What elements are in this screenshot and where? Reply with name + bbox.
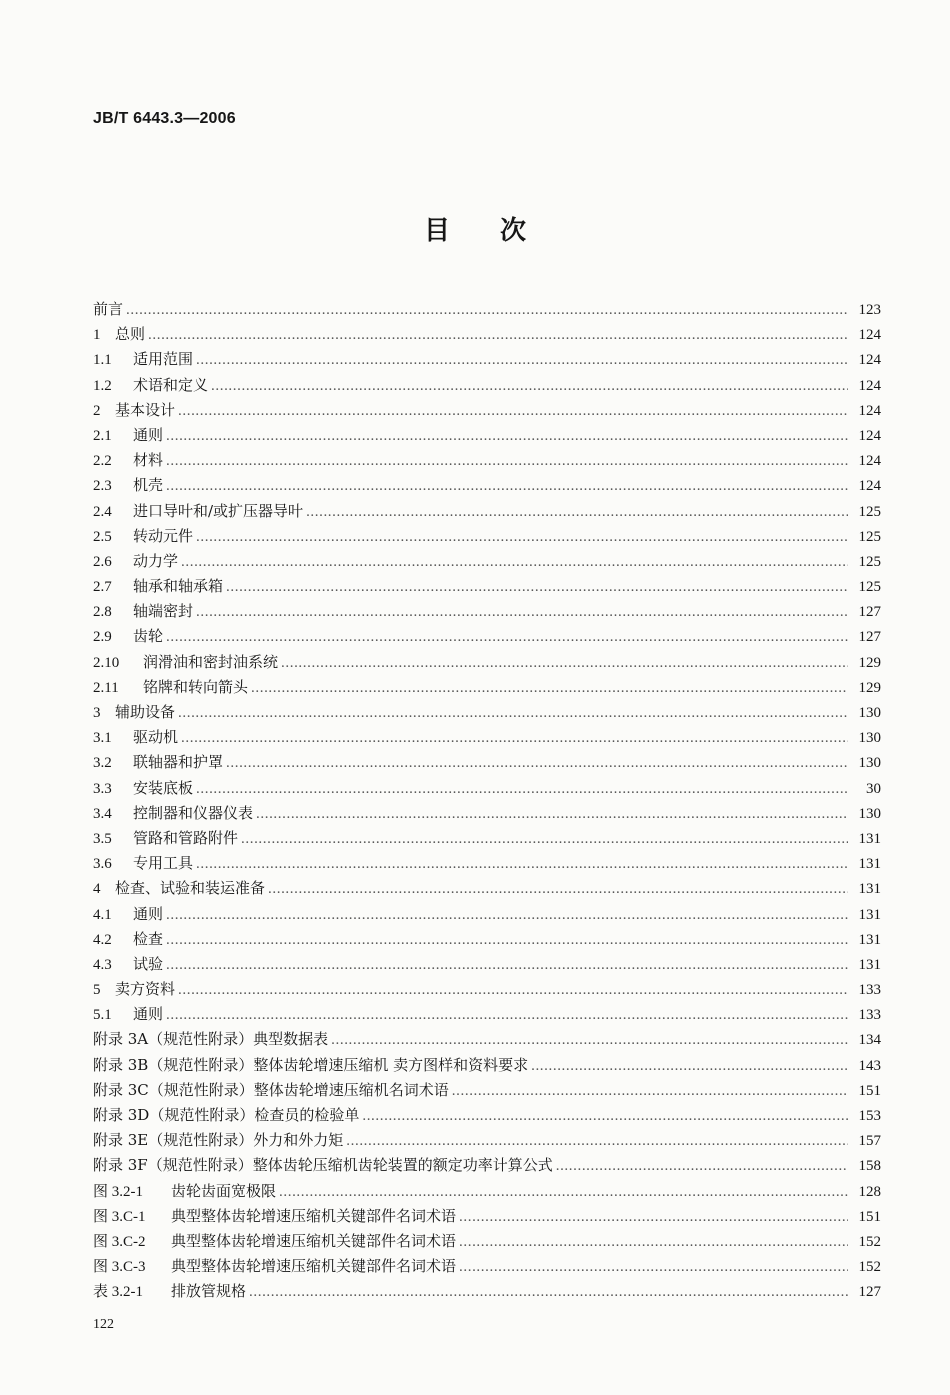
toc-entry-label: 附录 3F（规范性附录）整体齿轮压缩机齿轮装置的额定功率计算公式	[93, 1156, 553, 1175]
toc-entry-page: 152	[858, 1233, 881, 1250]
toc-entry	[93, 323, 881, 348]
toc-entry-label: 卖方资料	[115, 980, 176, 999]
toc-entry-number: 2.10	[93, 654, 120, 671]
toc-entry-page: 131	[858, 956, 881, 973]
toc-entry-number: 5	[93, 982, 101, 999]
toc-entry-label: 润滑油和密封油系统	[143, 652, 279, 671]
toc-entry-number: 2.11	[93, 679, 119, 696]
toc-entry	[93, 852, 881, 877]
toc-entry	[93, 399, 881, 424]
toc-entry-page: 125	[858, 553, 881, 570]
dot-leader	[196, 781, 848, 798]
toc-entry-page: 130	[858, 705, 881, 721]
toc-entry-page: 124	[858, 327, 881, 344]
toc-entry	[93, 550, 881, 575]
dot-leader	[166, 428, 848, 445]
toc-entry-page: 124	[858, 453, 881, 470]
toc-entry	[93, 500, 881, 525]
toc-entry-label: 材料	[133, 451, 164, 470]
toc-entry-page: 133	[858, 1007, 881, 1024]
toc-entry	[93, 1154, 881, 1179]
toc-entry-number: 2.3	[93, 478, 112, 495]
toc-entry	[93, 726, 881, 751]
toc-entry-label: 基本设计	[115, 400, 176, 419]
toc-entry	[93, 676, 881, 701]
toc-entry-number: 3.4	[93, 805, 112, 822]
toc-entry-label: 前言	[93, 300, 124, 318]
toc-entry-page: 130	[858, 805, 881, 822]
toc-entry-number: 3	[93, 705, 101, 721]
toc-entry-label: 术语和定义	[133, 375, 209, 394]
toc-entry-number: 图 3.C-2	[93, 1233, 146, 1250]
toc-entry-label: 典型整体齿轮增速压缩机关键部件名词术语	[171, 1257, 457, 1276]
toc-entry	[93, 777, 881, 802]
dot-leader	[181, 554, 848, 571]
toc-entry-number: 4.3	[93, 956, 112, 973]
dot-leader	[196, 856, 848, 873]
toc-entry-label: 齿轮	[133, 627, 164, 646]
toc-entry-label: 附录 3A（规范性附录）典型数据表	[93, 1030, 329, 1049]
dot-leader	[452, 1083, 848, 1100]
toc-entry	[93, 424, 881, 449]
toc-entry-page: 143	[858, 1057, 881, 1074]
toc-entry-label: 联轴器和护罩	[133, 753, 224, 772]
toc-entry-label: 通则	[133, 904, 164, 923]
toc-entry-number: 2.5	[93, 528, 112, 545]
toc-entry-number: 3.5	[93, 830, 112, 847]
toc-entry-number: 2.7	[93, 579, 112, 596]
dot-leader	[178, 982, 848, 999]
dot-leader	[241, 831, 848, 848]
toc-entry	[93, 1205, 881, 1230]
dot-leader	[281, 655, 848, 672]
toc-entry-page: 127	[858, 1284, 881, 1301]
toc-entry-page: 152	[858, 1259, 881, 1276]
dot-leader	[459, 1259, 848, 1276]
toc-entry-label: 驱动机	[133, 728, 179, 747]
toc-entry-page: 124	[858, 352, 881, 369]
toc-entry-number: 4.1	[93, 906, 112, 923]
dot-leader	[148, 327, 848, 344]
toc-entry-page: 125	[858, 579, 881, 596]
toc-entry-number: 3.6	[93, 856, 112, 873]
dot-leader	[166, 453, 848, 470]
dot-leader	[279, 1184, 848, 1201]
toc-entry	[93, 348, 881, 373]
toc-entry	[93, 1280, 881, 1305]
toc-entry	[93, 374, 881, 399]
toc-entry	[93, 802, 881, 827]
toc-entry-number: 3.1	[93, 730, 112, 747]
toc-entry-label: 进口导叶和/或扩压器导叶	[133, 501, 304, 520]
toc-entry	[93, 1180, 881, 1205]
toc-entry	[93, 474, 881, 499]
dot-leader	[226, 755, 848, 772]
toc-entry-page: 131	[858, 931, 881, 948]
toc-entry-number: 表 3.2-1	[93, 1284, 143, 1301]
toc-entry-page: 131	[858, 906, 881, 923]
toc-entry-label: 通则	[133, 425, 164, 444]
toc-entry-label: 附录 3C（规范性附录）整体齿轮增速压缩机名词术语	[93, 1080, 449, 1099]
toc-entry-page: 123	[858, 302, 881, 318]
toc-entry	[93, 877, 881, 902]
toc-entry-page: 124	[858, 377, 881, 394]
dot-leader	[331, 1032, 848, 1049]
toc-entry-number: 4	[93, 881, 101, 898]
toc-entry-page: 129	[858, 654, 881, 671]
dot-leader	[249, 1284, 848, 1301]
toc-entry-label: 转动元件	[133, 526, 194, 545]
dot-leader	[226, 579, 848, 596]
toc-entry-page: 131	[858, 830, 881, 847]
dot-leader	[256, 806, 848, 823]
dot-leader	[178, 403, 848, 420]
dot-leader	[166, 1007, 848, 1024]
dot-leader	[211, 378, 848, 395]
toc-entry	[93, 449, 881, 474]
toc-entry-page: 131	[858, 856, 881, 873]
toc-entry-page: 124	[858, 427, 881, 444]
toc-entry-page: 130	[858, 730, 881, 747]
toc-entry-label: 总则	[115, 325, 146, 344]
toc-entry-label: 轴承和轴承箱	[133, 577, 224, 596]
dot-leader	[196, 529, 848, 546]
toc-entry-page: 128	[858, 1183, 881, 1200]
toc-entry-label: 铭牌和转向箭头	[143, 677, 249, 696]
dot-leader	[556, 1158, 848, 1175]
toc-entry-number: 图 3.C-1	[93, 1208, 146, 1225]
toc-entry-label: 专用工具	[133, 854, 194, 873]
toc-entry-page: 124	[858, 402, 881, 419]
toc-entry-number: 图 3.C-3	[93, 1259, 146, 1276]
toc-entry-label: 附录 3D（规范性附录）检查员的检验单	[93, 1106, 360, 1124]
toc-entry	[93, 903, 881, 928]
toc-entry	[93, 1104, 881, 1129]
dot-leader	[306, 504, 848, 521]
toc-entry-page: 158	[858, 1158, 881, 1175]
toc-entry-page: 134	[858, 1032, 881, 1049]
toc-entry	[93, 1255, 881, 1280]
dot-leader	[181, 730, 848, 747]
dot-leader	[166, 478, 848, 495]
toc-entry	[93, 625, 881, 650]
toc-entry-number: 2.6	[93, 553, 112, 570]
toc-entry-label: 安装底板	[133, 778, 194, 797]
toc-entry-page: 151	[858, 1208, 881, 1225]
toc-entry	[93, 827, 881, 852]
toc-entry	[93, 953, 881, 978]
toc-entry	[93, 1129, 881, 1154]
dot-leader	[126, 302, 848, 319]
toc-entry-label: 检查、试验和装运准备	[115, 879, 266, 898]
toc-entry-number: 2.9	[93, 629, 112, 646]
toc-entry-number: 3.3	[93, 780, 112, 797]
toc-entry-label: 排放管规格	[171, 1282, 247, 1301]
dot-leader	[196, 604, 848, 621]
dot-leader	[166, 957, 848, 974]
toc-entry-page: 124	[858, 478, 881, 495]
toc-entry-page: 127	[858, 604, 881, 621]
toc-entry-page: 127	[858, 629, 881, 646]
dot-leader	[196, 352, 848, 369]
toc-entry-page: 133	[858, 982, 881, 999]
standard-code: JB/T 6443.3—2006	[93, 110, 236, 127]
toc-entry-label: 辅助设备	[115, 703, 176, 721]
toc-entry	[93, 651, 881, 676]
toc-entry	[93, 978, 881, 1003]
toc-entry-label: 齿轮齿面宽极限	[171, 1181, 277, 1200]
toc-entry-label: 试验	[133, 954, 164, 973]
toc-entry-number: 图 3.2-1	[93, 1183, 143, 1200]
toc-entry-label: 动力学	[133, 551, 179, 570]
toc-entry	[93, 575, 881, 600]
toc-entry	[93, 1028, 881, 1053]
toc-entry-label: 典型整体齿轮增速压缩机关键部件名词术语	[171, 1206, 457, 1225]
dot-leader	[346, 1133, 848, 1150]
toc-entry-number: 4.2	[93, 931, 112, 948]
toc-entry-label: 机壳	[133, 476, 164, 495]
toc-entry	[93, 525, 881, 550]
toc-entry-number: 1	[93, 327, 101, 344]
toc-entry-page: 131	[858, 881, 881, 898]
dot-leader	[268, 881, 848, 898]
toc-entry-number: 3.2	[93, 755, 112, 772]
toc-entry-number: 2	[93, 402, 101, 419]
toc-entry-label: 适用范围	[133, 350, 194, 369]
toc-entry-label: 检查	[133, 929, 164, 948]
dot-leader	[531, 1058, 848, 1075]
toc-entry-page: 125	[858, 503, 881, 520]
toc-entry-page: 125	[858, 528, 881, 545]
dot-leader	[362, 1108, 848, 1125]
toc-entry-label: 附录 3B（规范性附录）整体齿轮增速压缩机 卖方图样和资料要求	[93, 1055, 529, 1074]
toc-entry-label: 典型整体齿轮增速压缩机关键部件名词术语	[171, 1231, 457, 1250]
page-number: 122	[93, 1317, 114, 1332]
toc-entry	[93, 751, 881, 776]
page-title: 目次	[423, 216, 576, 246]
toc-entry	[93, 298, 881, 323]
toc-entry	[93, 1054, 881, 1079]
toc-entry-number: 2.1	[93, 427, 112, 444]
dot-leader	[166, 907, 848, 924]
toc-entry-page: 130	[858, 755, 881, 772]
dot-leader	[166, 629, 848, 646]
toc-entry-number: 5.1	[93, 1007, 112, 1024]
toc-entry-label: 轴端密封	[133, 602, 194, 621]
toc-entry	[93, 1003, 881, 1028]
toc-entry	[93, 600, 881, 625]
toc-entry-number: 2.4	[93, 503, 112, 520]
toc-entry-label: 附录 3E（规范性附录）外力和外力矩	[93, 1131, 344, 1150]
toc-entry-label: 管路和管路附件	[133, 828, 239, 847]
dot-leader	[459, 1209, 848, 1226]
toc-entry-number: 1.2	[93, 377, 112, 394]
toc-entry	[93, 928, 881, 953]
toc-entry-number: 2.8	[93, 604, 112, 621]
dot-leader	[459, 1234, 848, 1251]
dot-leader	[178, 705, 848, 722]
toc-entry-number: 2.2	[93, 453, 112, 470]
toc-entry	[93, 701, 881, 726]
toc-entry-page: 151	[858, 1082, 881, 1099]
toc-entry	[93, 1230, 881, 1255]
toc-entry-page: 30	[866, 780, 881, 797]
table-of-contents	[93, 298, 881, 1306]
toc-entry	[93, 1079, 881, 1104]
dot-leader	[166, 932, 848, 949]
toc-entry-label: 控制器和仪器仪表	[133, 803, 254, 822]
dot-leader	[251, 680, 848, 697]
toc-entry-number: 1.1	[93, 352, 112, 369]
toc-entry-label: 通则	[133, 1005, 164, 1024]
toc-entry-page: 153	[858, 1108, 881, 1124]
toc-entry-page: 129	[858, 679, 881, 696]
toc-entry-page: 157	[858, 1133, 881, 1150]
